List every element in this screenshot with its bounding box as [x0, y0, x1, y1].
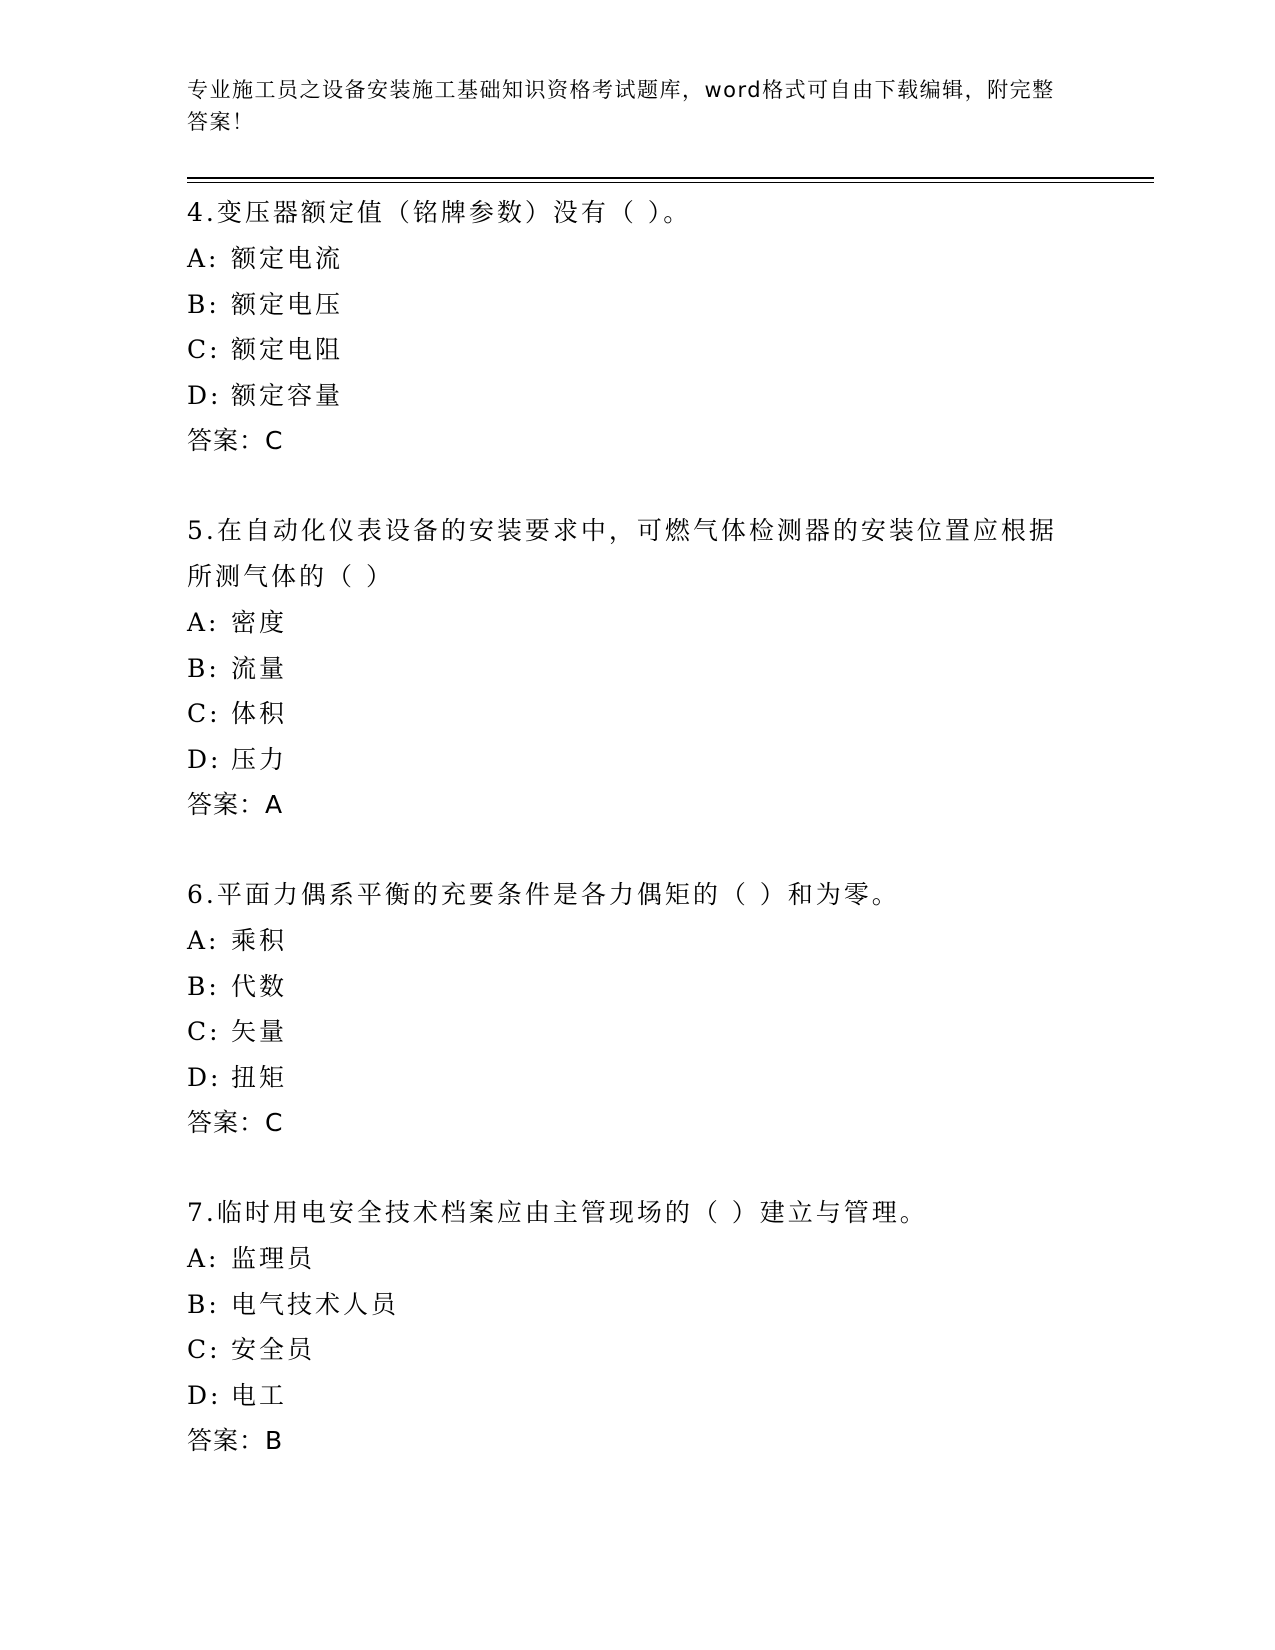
- option-text: 电气技术人员: [231, 1289, 400, 1319]
- option-a: [187, 918, 1067, 964]
- option-b: [187, 964, 1067, 1010]
- option-text: 流量: [231, 653, 288, 683]
- question-list: [187, 190, 1067, 1508]
- answer-line: [187, 1100, 1067, 1146]
- option-a: [187, 600, 1067, 646]
- option-letter: C:: [187, 699, 221, 728]
- option-c: [187, 1327, 1067, 1373]
- answer-line: [187, 1418, 1067, 1464]
- answer-value: C: [265, 426, 284, 455]
- option-letter: C:: [187, 1017, 221, 1046]
- option-letter: D:: [187, 1380, 222, 1410]
- option-text: 电工: [231, 1380, 288, 1410]
- option-text: 体积: [231, 699, 288, 728]
- answer-line: [187, 418, 1067, 464]
- option-letter: C:: [187, 335, 221, 364]
- option-text: 监理员: [231, 1244, 316, 1273]
- option-a: [187, 236, 1067, 282]
- option-letter: A:: [187, 608, 220, 637]
- question-stem: 4.变压器额定值（铭牌参数）没有（ ）。: [187, 198, 692, 227]
- option-letter: C:: [187, 1335, 221, 1364]
- option-text: 乘积: [231, 926, 288, 955]
- option-text: 密度: [231, 608, 288, 637]
- option-letter: B:: [187, 653, 220, 683]
- question-5: [187, 508, 1067, 828]
- option-text: 安全员: [231, 1335, 316, 1364]
- answer-line: [187, 782, 1067, 828]
- header-divider-thick: [187, 177, 1154, 179]
- header-divider-thin: [187, 182, 1154, 183]
- question-stem: 5.在自动化仪表设备的安装要求中，可燃气体检测器的安装位置应根据所测气体的（ ）: [187, 516, 1057, 591]
- option-text: 额定电流: [231, 244, 344, 273]
- option-a: [187, 1236, 1067, 1282]
- question-6: [187, 872, 1067, 1146]
- option-letter: D:: [187, 380, 222, 410]
- option-c: [187, 1009, 1067, 1055]
- option-d: [187, 1055, 1067, 1101]
- question-stem: 6.平面力偶系平衡的充要条件是各力偶矩的（ ）和为零。: [187, 880, 900, 909]
- answer-label: 答案：: [187, 790, 266, 819]
- answer-value: B: [265, 1426, 284, 1455]
- option-letter: D:: [187, 1062, 222, 1092]
- answer-value: C: [265, 1108, 284, 1137]
- question-7: [187, 1190, 1067, 1464]
- option-d: [187, 1373, 1067, 1419]
- answer-value: A: [265, 790, 284, 819]
- option-d: [187, 737, 1067, 783]
- option-text: 压力: [231, 744, 288, 774]
- option-c: [187, 691, 1067, 737]
- option-d: [187, 373, 1067, 419]
- option-text: 额定容量: [231, 380, 344, 410]
- option-letter: A:: [187, 1244, 220, 1273]
- option-text: 代数: [231, 971, 288, 1001]
- option-text: 矢量: [231, 1017, 288, 1046]
- document-header: 专业施工员之设备安装施工基础知识资格考试题库，word格式可自由下载编辑，附完整答案！: [187, 78, 1055, 134]
- option-letter: D:: [187, 744, 222, 774]
- option-b: [187, 282, 1067, 328]
- option-letter: B:: [187, 289, 220, 319]
- option-text: 额定电压: [231, 289, 344, 319]
- question-stem: 7.临时用电安全技术档案应由主管现场的（ ）建立与管理。: [187, 1198, 928, 1227]
- option-letter: A:: [187, 926, 220, 955]
- option-text: 额定电阻: [231, 335, 344, 364]
- answer-label: 答案：: [187, 426, 266, 455]
- option-b: [187, 646, 1067, 692]
- question-4: [187, 190, 1067, 464]
- option-letter: B:: [187, 1289, 220, 1319]
- answer-label: 答案：: [187, 1108, 266, 1137]
- answer-label: 答案：: [187, 1426, 266, 1455]
- option-c: [187, 327, 1067, 373]
- option-b: [187, 1282, 1067, 1328]
- option-letter: A:: [187, 244, 220, 273]
- option-text: 扭矩: [231, 1062, 288, 1092]
- option-letter: B:: [187, 971, 220, 1001]
